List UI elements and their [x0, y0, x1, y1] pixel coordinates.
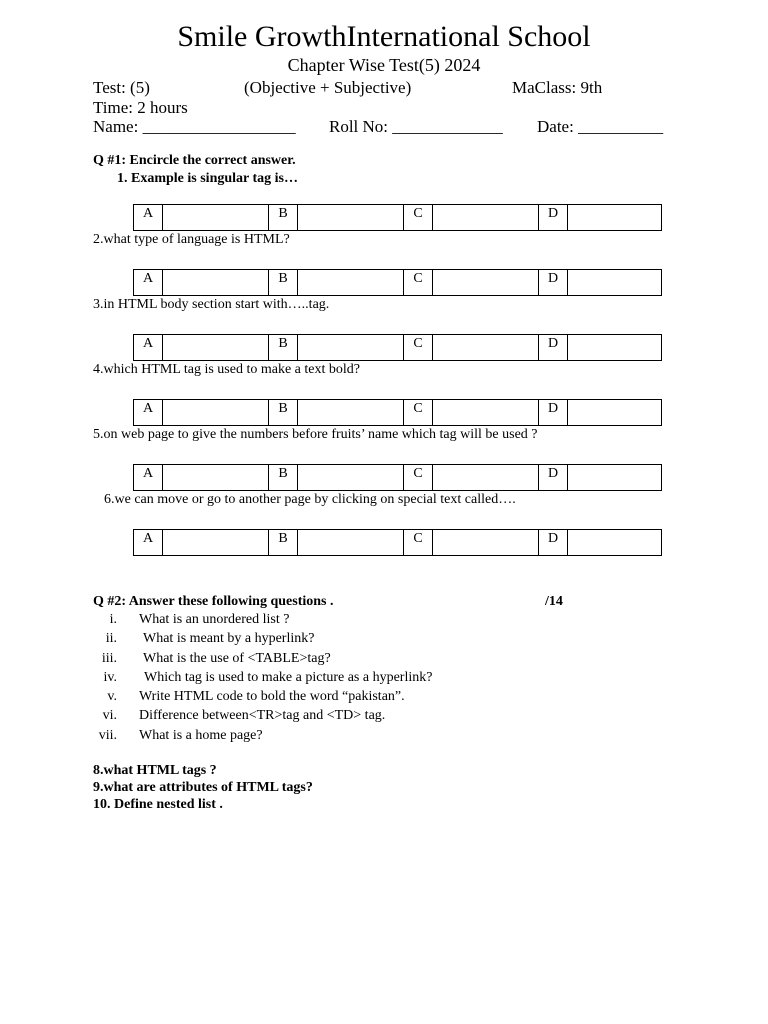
option-a-label: A [134, 465, 163, 491]
class-label: MaClass: 9th [512, 78, 603, 97]
section2-marks: /14 [545, 594, 563, 609]
option-a-label: A [134, 530, 163, 556]
option-b-box [298, 400, 404, 426]
option-d-box [568, 270, 662, 296]
option-c-box [433, 270, 539, 296]
option-b-label: B [269, 530, 298, 556]
list-item-number: iv. [103, 670, 117, 685]
option-c-box [433, 400, 539, 426]
list-item-number: ii. [105, 631, 117, 646]
option-c-box [433, 335, 539, 361]
option-a-box [163, 205, 269, 231]
option-c-label: C [404, 270, 433, 296]
option-c-box [433, 205, 539, 231]
option-d-box [568, 205, 662, 231]
option-b-label: B [269, 205, 298, 231]
school-name: Smile GrowthInternational School [177, 20, 591, 53]
option-c-label: C [404, 335, 433, 361]
option-c-label: C [404, 400, 433, 426]
mcq-options-1 [133, 204, 662, 231]
option-b-box [298, 205, 404, 231]
option-d-label: D [539, 465, 568, 491]
option-d-label: D [539, 335, 568, 361]
option-b-label: B [269, 465, 298, 491]
option-b-box [298, 530, 404, 556]
mcq-question-6: 6.we can move or go to another page by clicking on special text called…. [104, 492, 516, 507]
question-8: 8.what HTML tags ? [93, 763, 217, 778]
test-title: Chapter Wise Test(5) 2024 [287, 55, 481, 75]
test-number: Test: (5) [93, 78, 150, 97]
option-a-box [163, 465, 269, 491]
option-c-box [433, 465, 539, 491]
option-a-box [163, 335, 269, 361]
test-type: (Objective + Subjective) [244, 78, 412, 97]
option-c-label: C [404, 465, 433, 491]
list-item: Which tag is used to make a picture as a hyperlink? [144, 670, 433, 685]
list-item: Write HTML code to bold the word “pakistan”. [139, 689, 405, 704]
question-9: 9.what are attributes of HTML tags? [93, 780, 313, 795]
option-b-box [298, 335, 404, 361]
mcq-question-1: 1. Example is singular tag is… [117, 171, 298, 186]
option-a-box [163, 400, 269, 426]
option-d-label: D [539, 530, 568, 556]
option-b-box [298, 270, 404, 296]
list-item: What is meant by a hyperlink? [143, 631, 315, 646]
option-c-label: C [404, 205, 433, 231]
option-a-label: A [134, 335, 163, 361]
time-label: Time: 2 hours [93, 98, 188, 117]
option-c-box [433, 530, 539, 556]
option-d-label: D [539, 400, 568, 426]
option-d-box [568, 465, 662, 491]
mcq-question-2: 2.what type of language is HTML? [93, 232, 290, 247]
option-a-label: A [134, 400, 163, 426]
option-d-box [568, 530, 662, 556]
option-a-box [163, 530, 269, 556]
option-c-label: C [404, 530, 433, 556]
option-a-box [163, 270, 269, 296]
list-item-number: v. [107, 689, 117, 704]
mcq-question-5: 5.on web page to give the numbers before fruits’ name which tag will be used ? [93, 427, 538, 442]
list-item-number: i. [109, 612, 117, 627]
option-b-label: B [269, 270, 298, 296]
mcq-options-6 [133, 529, 662, 556]
mcq-options-3 [133, 334, 662, 361]
mcq-options-2 [133, 269, 662, 296]
list-item-number: iii. [101, 651, 117, 666]
option-d-box [568, 400, 662, 426]
list-item: Difference between<TR>tag and <TD> tag. [139, 708, 386, 723]
list-item-number: vii. [98, 728, 117, 743]
mcq-question-4: 4.which HTML tag is used to make a text bold? [93, 362, 360, 377]
option-d-label: D [539, 270, 568, 296]
option-a-label: A [134, 205, 163, 231]
name-field: Name: __________________ [93, 117, 296, 136]
date-field: Date: __________ [537, 117, 664, 136]
option-d-box [568, 335, 662, 361]
mcq-options-5 [133, 464, 662, 491]
option-b-label: B [269, 400, 298, 426]
list-item: What is a home page? [139, 728, 263, 743]
mcq-options-4 [133, 399, 662, 426]
section2-heading: Q #2: Answer these following questions . [93, 594, 334, 609]
option-d-label: D [539, 205, 568, 231]
mcq-question-3: 3.in HTML body section start with…..tag. [93, 297, 330, 312]
option-b-box [298, 465, 404, 491]
list-item-number: vi. [102, 708, 117, 723]
section1-heading: Q #1: Encircle the correct answer. [93, 153, 296, 168]
option-b-label: B [269, 335, 298, 361]
roll-no-field: Roll No: _____________ [329, 117, 503, 136]
list-item: What is the use of <TABLE>tag? [143, 651, 331, 666]
question-10: 10. Define nested list . [93, 797, 223, 812]
option-a-label: A [134, 270, 163, 296]
list-item: What is an unordered list ? [139, 612, 290, 627]
